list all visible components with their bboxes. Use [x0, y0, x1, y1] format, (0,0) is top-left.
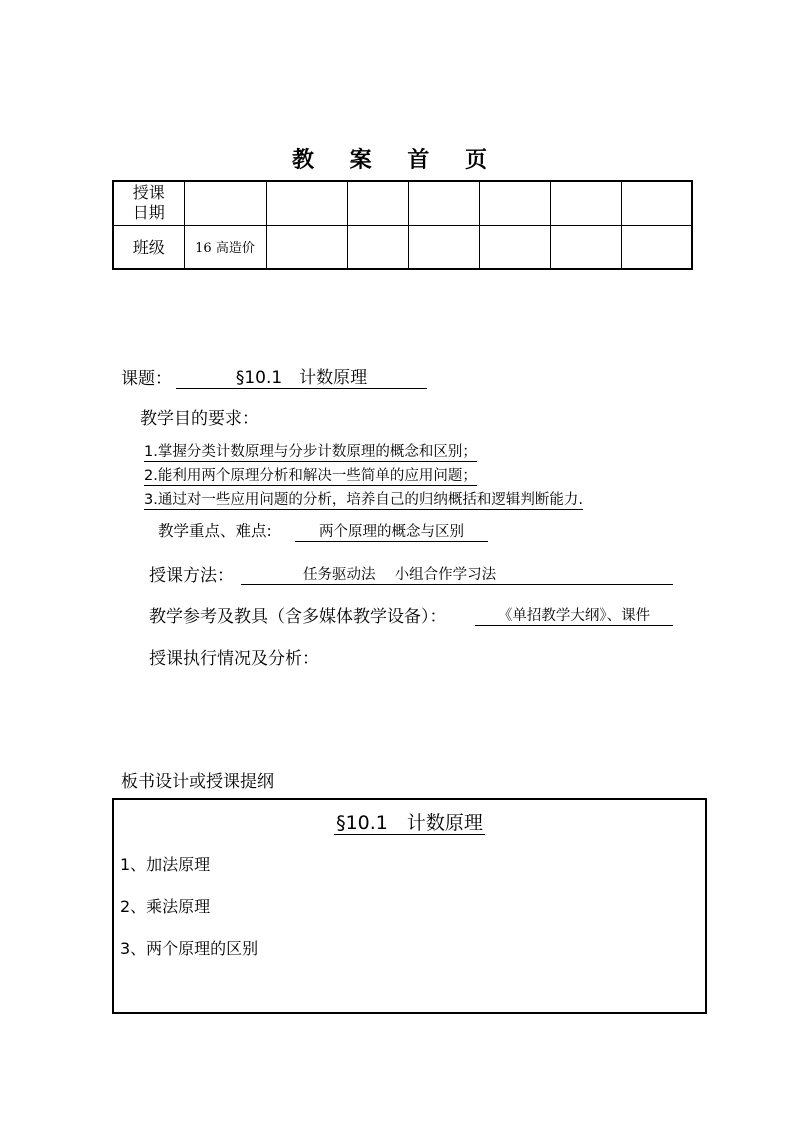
objective-item: 1.掌握分类计数原理与分步计数原理的概念和区别；: [144, 440, 477, 462]
date-cell-3[interactable]: [347, 181, 408, 225]
board-item: 2、乘法原理: [120, 897, 211, 916]
references-value: 《单招教学大纲》、课件: [475, 604, 673, 626]
class-value[interactable]: 16 高造价: [184, 225, 266, 269]
date-cell-4[interactable]: [408, 181, 479, 225]
method-label: 授课方法：: [149, 566, 234, 586]
key-points-label: 教学重点、难点:: [158, 522, 272, 540]
class-cell-7[interactable]: [621, 225, 692, 269]
topic-value: §10.1 计数原理: [176, 363, 427, 389]
objective-item: 3.通过对一些应用问题的分析，培养自己的归纳概括和逻辑判断能力.: [144, 488, 583, 510]
class-cell-5[interactable]: [479, 225, 550, 269]
date-cell-7[interactable]: [621, 181, 692, 225]
class-cell-2[interactable]: [266, 225, 347, 269]
class-label: 班级: [113, 225, 184, 269]
method-value: 任务驱动法 小组合作学习法: [241, 563, 673, 585]
board-title: [114, 808, 705, 835]
date-cell-1[interactable]: [184, 181, 266, 225]
header-table: [112, 180, 693, 270]
analysis-label: 授课执行情况及分析：: [149, 649, 319, 669]
class-cell-3[interactable]: [347, 225, 408, 269]
date-cell-6[interactable]: [550, 181, 621, 225]
class-cell-6[interactable]: [550, 225, 621, 269]
topic-label: 课题：: [121, 369, 172, 389]
key-points-value: 两个原理的概念与区别: [295, 520, 488, 542]
references-label: 教学参考及教具（含多媒体教学设备）：: [149, 607, 447, 627]
date-cell-2[interactable]: [266, 181, 347, 225]
date-label: 授课 日期: [113, 181, 184, 225]
board-title-text: §10.1 计数原理: [336, 812, 483, 834]
objectives-label: 教学目的要求：: [140, 409, 259, 429]
board-label: 板书设计或授课提纲: [121, 772, 274, 792]
board-box: [112, 798, 707, 1014]
page-title: 教 案 首 页: [292, 148, 501, 173]
class-cell-4[interactable]: [408, 225, 479, 269]
date-cell-5[interactable]: [479, 181, 550, 225]
board-item: 1、加法原理: [120, 855, 211, 874]
board-item: 3、两个原理的区别: [120, 939, 259, 958]
objective-item: 2.能利用两个原理分析和解决一些简单的应用问题；: [144, 464, 477, 486]
